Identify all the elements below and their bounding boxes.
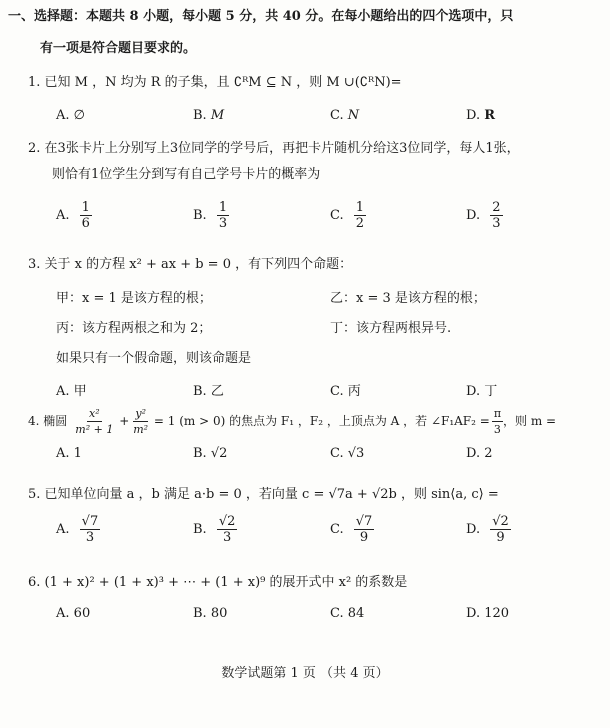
question-3-stem-tail: 如果只有一个假命题，则该命题是 xyxy=(56,351,252,366)
page-footer: 数学试题第 1 页 （共 4 页） xyxy=(221,666,389,681)
q1-option-a: A. ∅ xyxy=(56,108,85,123)
q1-option-b: B. M xyxy=(193,108,225,123)
question-6-number: 6. xyxy=(28,575,41,590)
question-1-stem: 已知 M ，N 均为 R 的子集，且 ∁ᴿM ⊆ N ，则 M ∪(∁ᴿN)= xyxy=(44,75,402,90)
q4-option-d: D. 2 xyxy=(466,446,493,461)
q4-option-a: A. 1 xyxy=(56,446,82,461)
q5-option-a: A. $\frac{√7}{3}$ xyxy=(56,514,99,545)
proposition-yi: 乙：x = 3 是该方程的根； xyxy=(330,291,486,306)
q5-option-c: C. $\frac{√7}{9}$ xyxy=(330,514,373,545)
question-6-stem: (1 + x)² + (1 + x)³ + ⋯ + (1 + x)⁹ 的展开式中 x² 的系数是 xyxy=(44,575,408,590)
section-title-line2: 有一项是符合题目要求的。 xyxy=(40,41,197,56)
question-2-stem-line2: 则恰有1位学生分到写有自己学号卡片的概率为 xyxy=(52,167,321,182)
q3-option-a: A. 甲 xyxy=(56,384,87,399)
q1-option-c: C. N xyxy=(330,108,360,123)
q4-option-b: B. √2 xyxy=(193,446,228,461)
q6-option-b: B. 80 xyxy=(193,606,228,621)
question-3-stem: 关于 x 的方程 x² + ax + b = 0 ，有下列四个命题： xyxy=(44,257,353,272)
proposition-ding: 丁：该方程两根异号. xyxy=(330,321,452,336)
question-3 xyxy=(28,256,352,274)
question-3-number: 3. xyxy=(28,257,41,272)
q3-option-c: C. 丙 xyxy=(330,384,361,399)
q6-option-d: D. 120 xyxy=(466,606,510,621)
q1-option-d: D. R xyxy=(466,108,496,123)
question-1 xyxy=(28,74,402,92)
section-title-line1: 一、选择题：本题共 8 小题，每小题 5 分，共 40 分。在每小题给出的四个选项中，只 xyxy=(8,9,514,24)
question-2-number: 2. xyxy=(28,141,41,156)
question-5-number: 5. xyxy=(28,487,41,502)
proposition-jia: 甲：x = 1 是该方程的根； xyxy=(56,291,212,306)
q5-option-b: B. $\frac{√2}{3}$ xyxy=(193,514,236,545)
question-2-stem-line1: 在3张卡片上分别写上3位同学的学号后，再把卡片随机分给这3位同学，每人1张， xyxy=(44,141,520,156)
question-5-stem: 已知单位向量 a ，b 满足 a·b = 0 ，若向量 c = √7a + √2b ，则 sin⟨a, c⟩ = xyxy=(44,487,499,502)
question-2 xyxy=(28,140,520,158)
q3-option-b: B. 乙 xyxy=(193,384,224,399)
q2-option-c: C. $\frac{1}{2}$ xyxy=(330,200,365,231)
q2-option-b: B. $\frac{1}{3}$ xyxy=(193,200,228,231)
q6-option-c: C. 84 xyxy=(330,606,365,621)
q6-option-a: A. 60 xyxy=(56,606,91,621)
question-6 xyxy=(28,574,407,592)
question-4-number: 4. xyxy=(28,414,40,428)
question-4: 4. 椭圆 $\frac{\text{x²}}{\text{m² + 1}}$ + $\frac{\text{y²}}{\text{m²}}$ = 1 (m > 0) 的焦点为 F₁ ，F₂ ，上顶点为 A ，若 ∠F₁AF₂ = $\frac{\pi}{3}$ ，则 m = xyxy=(28,407,557,436)
q2-option-a: A. $\frac{1}{6}$ xyxy=(56,200,90,231)
q3-option-d: D. 丁 xyxy=(466,384,498,399)
question-5 xyxy=(28,486,499,504)
q2-option-d: D. $\frac{2}{3}$ xyxy=(466,200,501,231)
q5-option-d: D. $\frac{√2}{9}$ xyxy=(466,514,509,545)
question-1-number: 1. xyxy=(28,75,41,90)
proposition-bing: 丙：该方程两根之和为 2； xyxy=(56,321,212,336)
q4-option-c: C. √3 xyxy=(330,446,365,461)
